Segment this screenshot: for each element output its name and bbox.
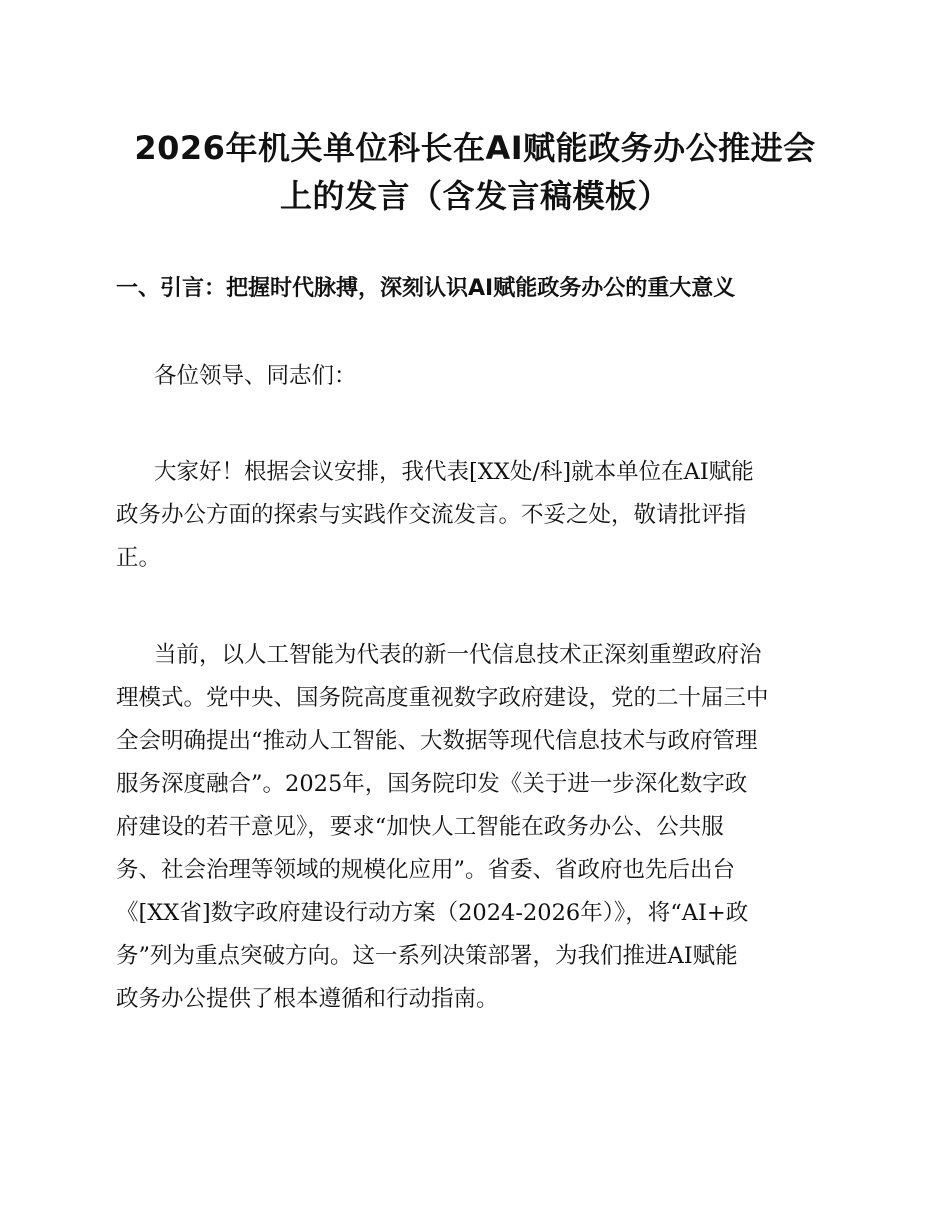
context-line: 务”列为重点突破方向。这一系列决策部署，为我们推进AI赋能 (116, 943, 738, 969)
title-line-2: 上的发言（含发言稿模板） (279, 177, 670, 215)
greeting-line: 各位领导、同志们： (154, 363, 357, 389)
title-line-1: 2026年机关单位科长在AI赋能政务办公推进会 (134, 129, 816, 167)
intro-paragraph (116, 451, 836, 580)
context-line: 理模式。党中央、国务院高度重视数字政府建设，党的二十届三中 (116, 685, 769, 711)
context-line: 政务办公提供了根本遵循和行动指南。 (116, 986, 499, 1012)
intro-line: 正。 (116, 545, 162, 571)
intro-line: 政务办公方面的探索与实践作交流发言。不妥之处，敬请批评指 (116, 502, 747, 528)
greeting-paragraph (116, 355, 836, 398)
context-paragraph (116, 634, 836, 1021)
document-title (110, 124, 840, 220)
context-line: 务、社会治理等领域的规模化应用”。省委、省政府也先后出台 (116, 857, 736, 883)
context-line: 服务深度融合”。2025年，国务院印发《关于进一步深化数字政 (116, 771, 748, 797)
context-line: 全会明确提出“推动人工智能、大数据等现代信息技术与政府管理 (116, 728, 758, 754)
context-line: 府建设的若干意见》，要求“加快人工智能在政务办公、公共服 (116, 814, 724, 840)
intro-line: 大家好！根据会议安排，我代表[XX处/科]就本单位在AI赋能 (154, 459, 754, 485)
section-heading: 一、引言：把握时代脉搏，深刻认识AI赋能政务办公的重大意义 (116, 276, 736, 301)
context-line: 《[XX省]数字政府建设行动方案（2024-2026年）》，将“AI+政 (116, 900, 749, 926)
context-line: 当前，以人工智能为代表的新一代信息技术正深刻重塑政府治 (154, 642, 762, 668)
